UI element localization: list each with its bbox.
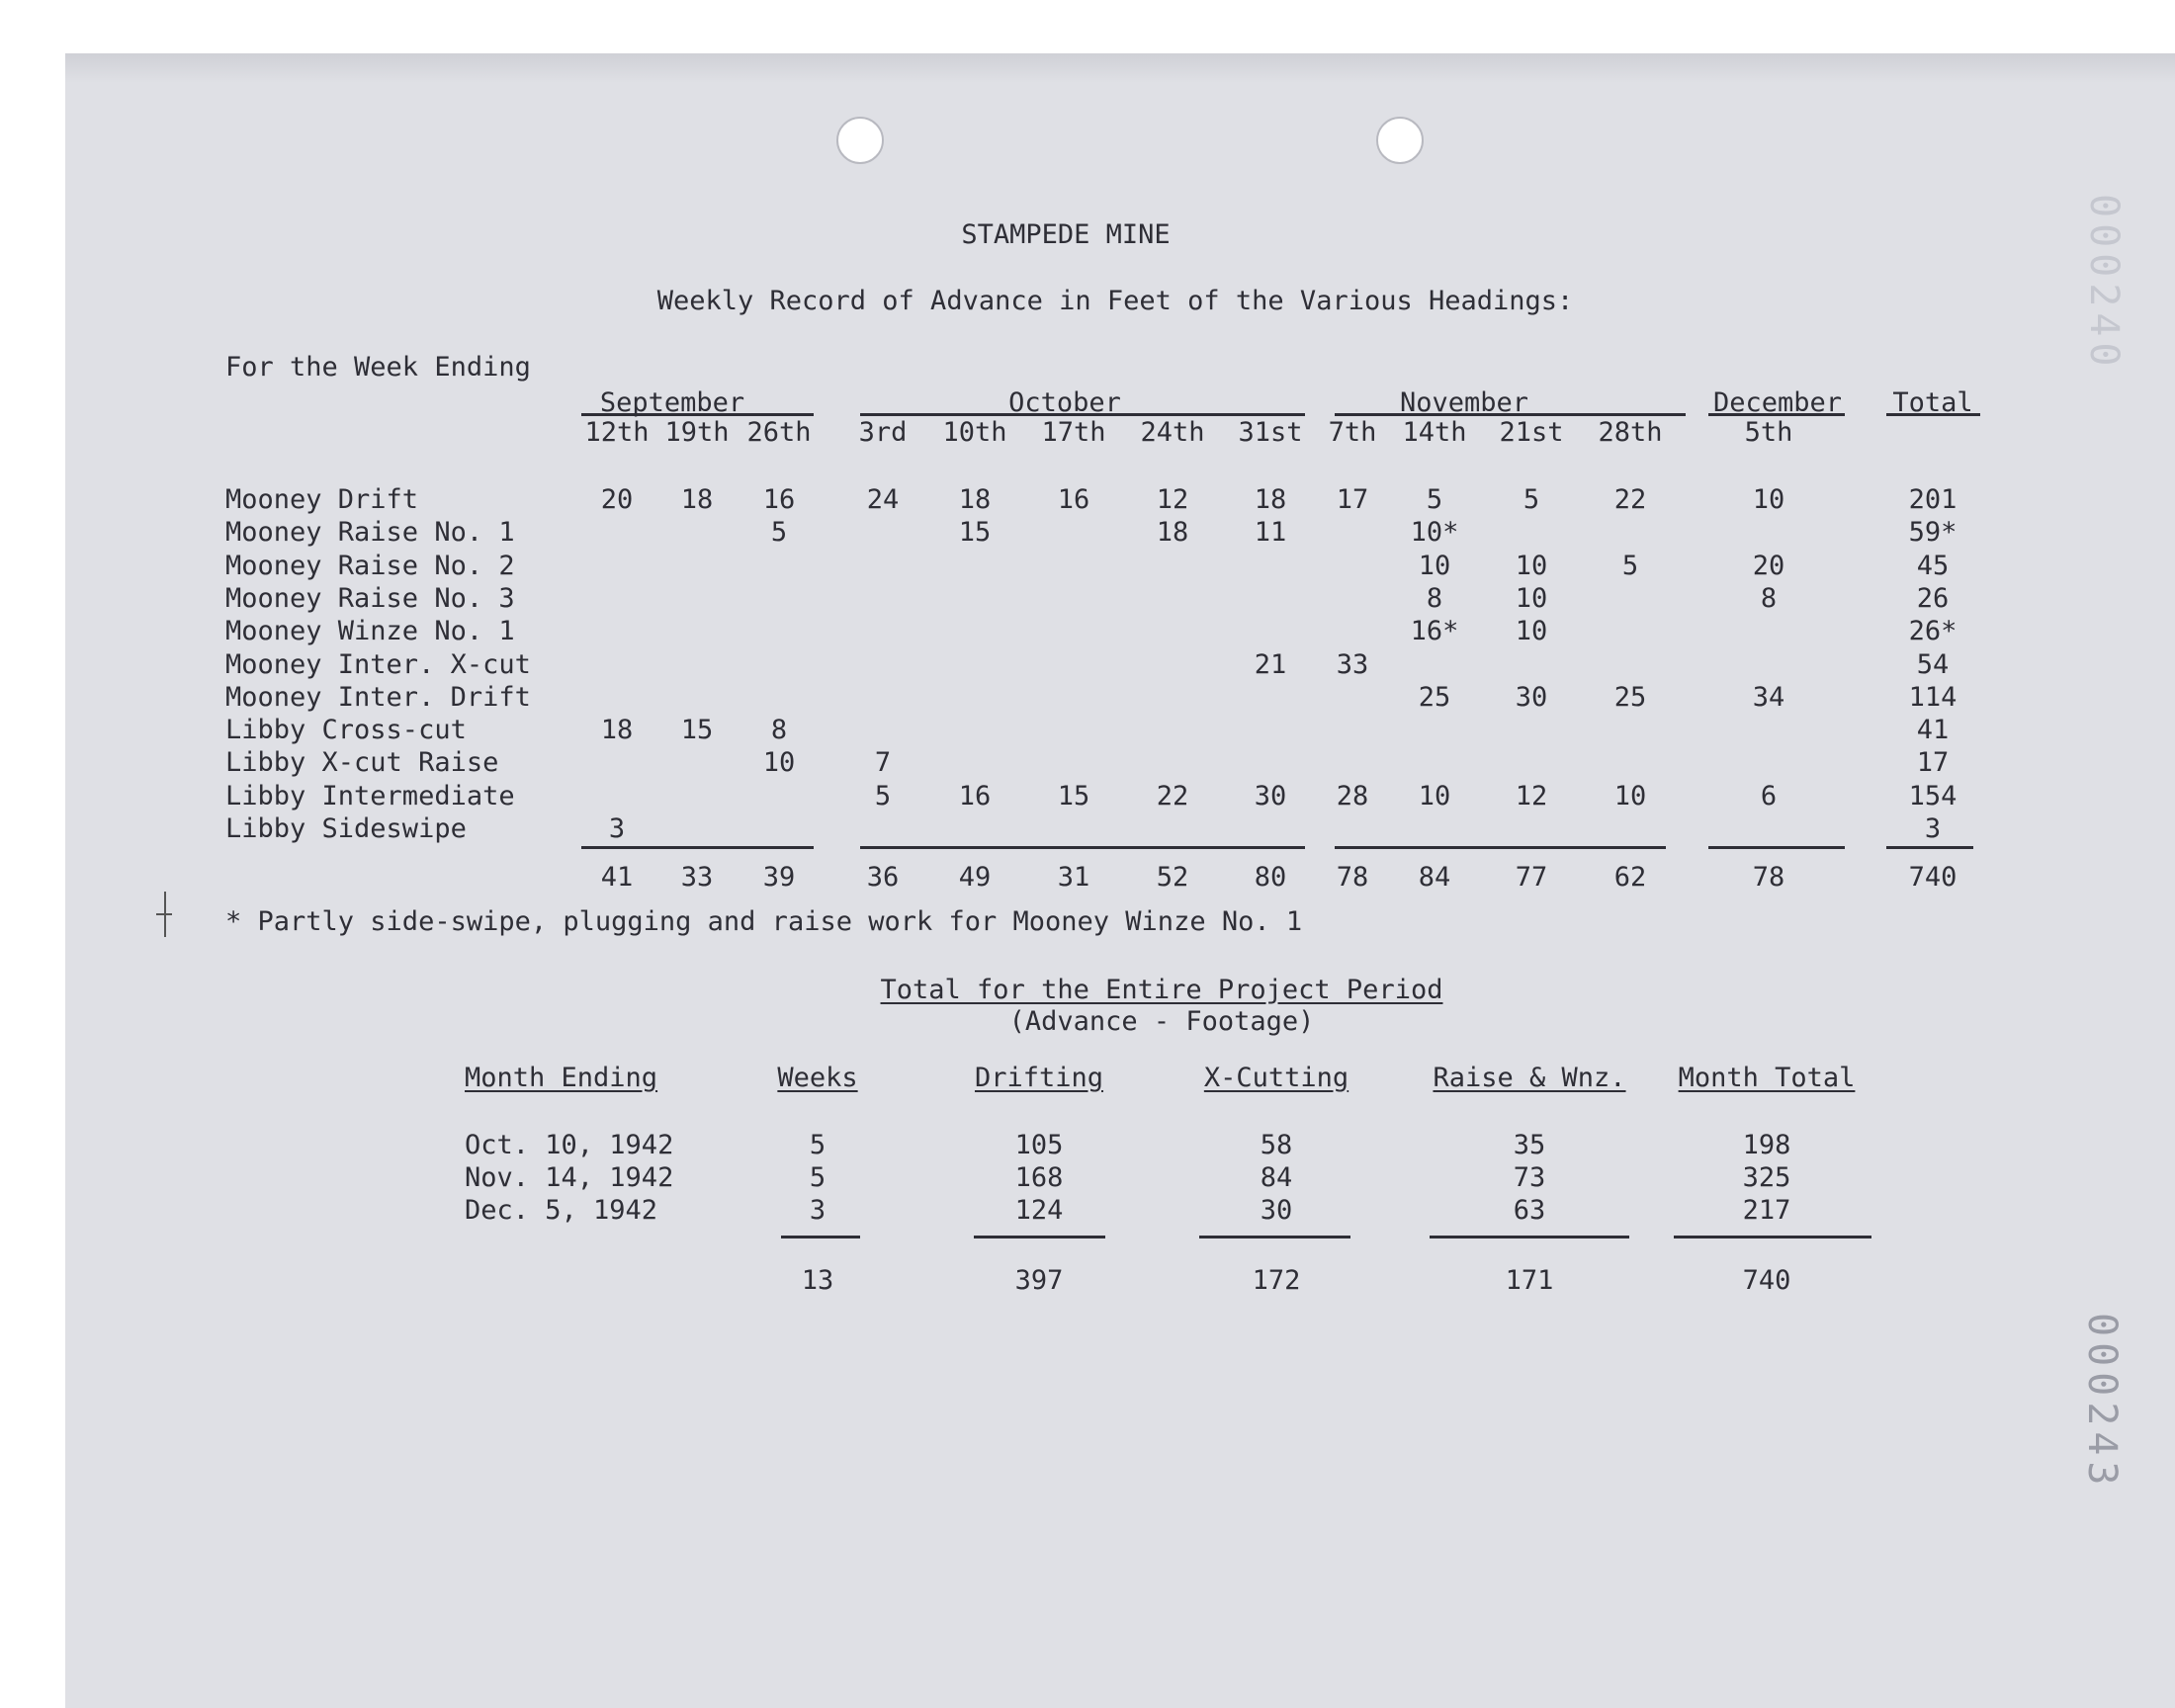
row-label: Mooney Raise No. 2 (225, 551, 515, 581)
table-cell: 7 (874, 747, 892, 778)
punch-hole-left (836, 117, 884, 164)
table-cell: 5 (874, 781, 892, 811)
summary-header: Raise & Wnz. (1433, 1063, 1626, 1093)
september-sum-rule (581, 846, 814, 849)
row-label: Libby X-cut Raise (225, 747, 499, 778)
footnote: * Partly side-swipe, plugging and raise work for Mooney Winze No. 1 (225, 906, 1303, 937)
summary-total: 740 (1742, 1265, 1791, 1296)
october-sum-rule (860, 846, 1305, 849)
table-cell: 10 (1515, 583, 1548, 614)
week-header: 17th (1041, 417, 1106, 448)
table-cell: 28 (1336, 781, 1369, 811)
row-label: Libby Intermediate (225, 781, 515, 811)
week-header: 28th (1598, 417, 1663, 448)
document-title: STAMPEDE MINE (961, 219, 1171, 250)
table-cell: 16 (1057, 484, 1090, 515)
summary-header: Month Total (1678, 1063, 1856, 1093)
row-total: 54 (1916, 649, 1950, 680)
row-label: Libby Sideswipe (225, 813, 467, 844)
row-total: 154 (1908, 781, 1958, 811)
row-label: Mooney Raise No. 3 (225, 583, 515, 614)
column-total: 78 (1752, 862, 1785, 893)
table-cell: 16 (958, 781, 992, 811)
summary-header: X-Cutting (1203, 1063, 1349, 1093)
week-header: 31st (1238, 417, 1303, 448)
table-cell: 18 (600, 715, 634, 745)
september-rule (581, 413, 814, 416)
table-cell: 18 (1156, 517, 1189, 548)
month-october: October (1008, 387, 1121, 418)
table-cell: 5 (1621, 551, 1639, 581)
table-cell: 10 (762, 747, 796, 778)
table-cell: 11 (1254, 517, 1287, 548)
table-cell: 12 (1156, 484, 1189, 515)
row-total: 26* (1908, 616, 1958, 646)
summary-subtitle: (Advance - Footage) (1008, 1006, 1315, 1037)
week-header: 26th (746, 417, 812, 448)
summary-cell: 5 (809, 1130, 826, 1160)
summary-cell: 58 (1260, 1130, 1293, 1160)
table-cell: 22 (1613, 484, 1647, 515)
month-total: Total (1892, 387, 1973, 418)
week-header: 3rd (858, 417, 908, 448)
row-total: 41 (1916, 715, 1950, 745)
table-cell: 12 (1515, 781, 1548, 811)
punch-hole-right (1376, 117, 1424, 164)
archive-stamp: 000243 (2079, 1313, 2125, 1492)
week-header: 7th (1328, 417, 1377, 448)
summary-total: 171 (1505, 1265, 1554, 1296)
column-total: 33 (680, 862, 714, 893)
table-cell: 10 (1752, 484, 1785, 515)
table-cell: 20 (1752, 551, 1785, 581)
column-total: 31 (1057, 862, 1090, 893)
row-label: Libby Cross-cut (225, 715, 467, 745)
month-december: December (1712, 387, 1843, 418)
summary-xcutting-rule (1199, 1236, 1350, 1238)
december-sum-rule (1708, 846, 1845, 849)
summary-month: Oct. 10, 1942 (465, 1130, 674, 1160)
table-cell: 18 (680, 484, 714, 515)
row-total: 201 (1908, 484, 1958, 515)
summary-cell: 73 (1513, 1162, 1546, 1193)
row-total: 3 (1924, 813, 1942, 844)
summary-month: Dec. 5, 1942 (465, 1195, 658, 1226)
summary-cell: 84 (1260, 1162, 1293, 1193)
november-rule (1335, 413, 1686, 416)
table-cell: 21 (1254, 649, 1287, 680)
week-header: 19th (664, 417, 730, 448)
summary-weeks-rule (781, 1236, 860, 1238)
month-september: September (599, 387, 745, 418)
november-sum-rule (1335, 846, 1666, 849)
grand-total: 740 (1908, 862, 1958, 893)
row-total: 59* (1908, 517, 1958, 548)
week-header: 21st (1499, 417, 1564, 448)
column-total: 52 (1156, 862, 1189, 893)
table-cell: 17 (1336, 484, 1369, 515)
table-cell: 16 (762, 484, 796, 515)
october-rule (860, 413, 1305, 416)
summary-cell: 198 (1742, 1130, 1791, 1160)
table-cell: 20 (600, 484, 634, 515)
table-cell: 10 (1418, 551, 1451, 581)
summary-header: Month Ending (465, 1063, 658, 1093)
week-header: 14th (1402, 417, 1467, 448)
table-cell: 5 (1426, 484, 1443, 515)
december-rule (1708, 413, 1845, 416)
week-header: 10th (942, 417, 1007, 448)
row-total: 114 (1908, 682, 1958, 713)
column-total: 84 (1418, 862, 1451, 893)
table-cell: 3 (608, 813, 626, 844)
table-cell: 25 (1613, 682, 1647, 713)
row-label: Mooney Raise No. 1 (225, 517, 515, 548)
summary-cell: 30 (1260, 1195, 1293, 1226)
column-total: 78 (1336, 862, 1369, 893)
week-header: 12th (584, 417, 650, 448)
archive-stamp-faint: 000240 (2081, 194, 2127, 373)
row-total: 17 (1916, 747, 1950, 778)
column-total: 62 (1613, 862, 1647, 893)
table-cell: 16* (1410, 616, 1459, 646)
summary-header: Weeks (777, 1063, 858, 1093)
document-subtitle: Weekly Record of Advance in Feet of the Various Headings: (656, 286, 1574, 316)
row-label: Mooney Drift (225, 484, 419, 515)
row-label: Mooney Inter. Drift (225, 682, 531, 713)
summary-month-total-rule (1674, 1236, 1871, 1238)
table-cell: 18 (1254, 484, 1287, 515)
column-total: 49 (958, 862, 992, 893)
table-cell: 6 (1760, 781, 1778, 811)
summary-cell: 3 (809, 1195, 826, 1226)
week-header: 24th (1140, 417, 1205, 448)
summary-cell: 217 (1742, 1195, 1791, 1226)
table-cell: 24 (866, 484, 900, 515)
column-total: 36 (866, 862, 900, 893)
row-total: 26 (1916, 583, 1950, 614)
summary-cell: 168 (1014, 1162, 1064, 1193)
week-ending-label: For the Week Ending (225, 352, 531, 383)
table-cell: 25 (1418, 682, 1451, 713)
table-cell: 30 (1254, 781, 1287, 811)
summary-title: Total for the Entire Project Period (880, 975, 1443, 1005)
table-cell: 15 (958, 517, 992, 548)
table-cell: 10 (1418, 781, 1451, 811)
summary-month: Nov. 14, 1942 (465, 1162, 674, 1193)
summary-total: 397 (1014, 1265, 1064, 1296)
table-cell: 8 (1426, 583, 1443, 614)
summary-cell: 105 (1014, 1130, 1064, 1160)
summary-header: Drifting (974, 1063, 1104, 1093)
table-cell: 15 (680, 715, 714, 745)
summary-cell: 63 (1513, 1195, 1546, 1226)
table-cell: 15 (1057, 781, 1090, 811)
table-cell: 10* (1410, 517, 1459, 548)
row-label: Mooney Inter. X-cut (225, 649, 531, 680)
summary-cell: 124 (1014, 1195, 1064, 1226)
table-cell: 8 (1760, 583, 1778, 614)
summary-cell: 35 (1513, 1130, 1546, 1160)
table-cell: 18 (958, 484, 992, 515)
table-cell: 22 (1156, 781, 1189, 811)
column-total: 41 (600, 862, 634, 893)
total-sum-rule (1886, 846, 1973, 849)
summary-total: 172 (1252, 1265, 1301, 1296)
row-label: Mooney Winze No. 1 (225, 616, 515, 646)
column-total: 39 (762, 862, 796, 893)
table-cell: 8 (770, 715, 788, 745)
row-total: 45 (1916, 551, 1950, 581)
table-cell: 33 (1336, 649, 1369, 680)
column-total: 80 (1254, 862, 1287, 893)
table-cell: 5 (1522, 484, 1540, 515)
page-edge-shadow (65, 53, 2175, 83)
summary-cell: 5 (809, 1162, 826, 1193)
summary-raise-rule (1430, 1236, 1629, 1238)
table-cell: 34 (1752, 682, 1785, 713)
table-cell: 10 (1613, 781, 1647, 811)
summary-drifting-rule (974, 1236, 1105, 1238)
week-header: 5th (1744, 417, 1793, 448)
month-november: November (1399, 387, 1529, 418)
table-cell: 5 (770, 517, 788, 548)
table-cell: 10 (1515, 616, 1548, 646)
summary-total: 13 (801, 1265, 834, 1296)
summary-cell: 325 (1742, 1162, 1791, 1193)
column-total: 77 (1515, 862, 1548, 893)
table-cell: 30 (1515, 682, 1548, 713)
total-rule (1886, 413, 1980, 416)
margin-mark-cross (156, 913, 172, 915)
table-cell: 10 (1515, 551, 1548, 581)
